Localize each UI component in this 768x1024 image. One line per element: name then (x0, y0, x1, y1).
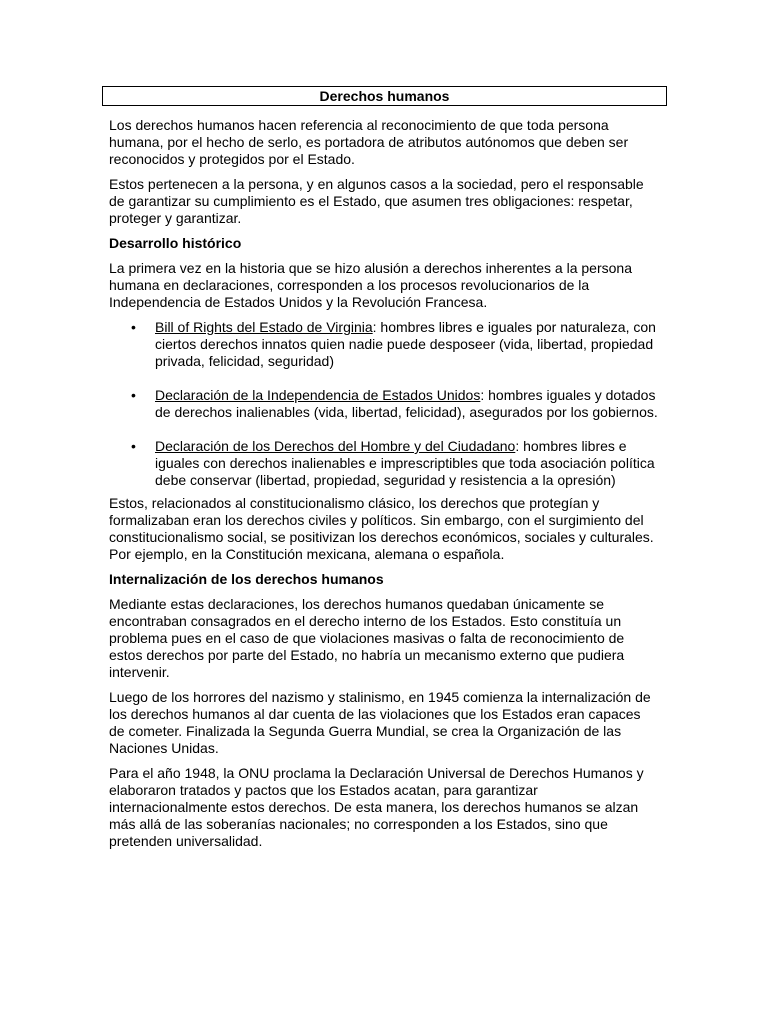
bullet-icon: • (131, 387, 136, 403)
document-body (102, 117, 667, 850)
intro-paragraph-1: Los derechos humanos hacen referencia al reconocimiento de que toda persona humana, por el hecho de serlo, es portadora de atributos autónomos que deben ser reconocidos y protegidos por el Estado. (109, 117, 629, 167)
section2-paragraph-2: Luego de los horrores del nazismo y stalinismo, en 1945 comienza la internalización de los derechos humanos al dar cuenta de las violaciones que los Estados eran capaces de cometer. Finalizada la Segunda Guerra Mundial, se crea la Organización de las Naciones Unidas. (109, 689, 651, 756)
declaration-text: : hombres libres e iguales por naturaleza, con ciertos derechos innatos quien nadie puede desposeer (vida, libertad, propiedad privada, felicidad, seguridad) (155, 319, 656, 369)
declaration-name: Bill of Rights del Estado de Virginia (155, 319, 373, 335)
section2-paragraph-3: Para el año 1948, la ONU proclama la Declaración Universal de Derechos Humanos y elaboraron tratados y pactos que los Estados acatan, para garantizar internacionalmente estos derechos. De esta manera, los derechos humanos se alzan más allá de las soberanías nacionales; no corresponden a los Estados, sino que pretenden universalidad. (109, 765, 644, 849)
declaration-text: : hombres iguales y dotados de derechos inalienables (vida, libertad, felicidad), asegurados por los gobiernos. (155, 387, 658, 420)
section2-paragraph-1: Mediante estas declaraciones, los derechos humanos quedaban únicamente se encontraban consagrados en el derecho interno de los Estados. Esto constituía un problema pues en el caso de que violaciones masivas o falta de reconocimiento de estos derechos por parte del Estado, no habría un mecanismo externo que pudiera intervenir. (109, 596, 625, 680)
list-item (109, 438, 659, 489)
section-heading-desarrollo: Desarrollo histórico (109, 235, 242, 251)
section1-paragraph: La primera vez en la historia que se hizo alusión a derechos inherentes a la persona humana en declaraciones, corresponden a los procesos revolucionarios de la Independencia de Estados Unidos y la Revolución Francesa. (109, 260, 632, 310)
section1-closing-paragraph: Estos, relacionados al constitucionalismo clásico, los derechos que protegían y formalizaban eran los derechos civiles y políticos. Sin embargo, con el surgimiento del constitucionalismo social, se positivizan los derechos económicos, sociales y culturales. Por ejemplo, en la Constitución mexicana, alemana o española. (109, 495, 654, 562)
intro-paragraph-2: Estos pertenecen a la persona, y en algunos casos a la sociedad, pero el responsable de garantizar su cumplimiento es el Estado, que asumen tres obligaciones: respetar, proteger y garantizar. (109, 176, 644, 226)
document-page (102, 86, 667, 858)
bullet-icon: • (131, 319, 136, 335)
bullet-icon: • (131, 438, 136, 454)
declaration-name: Declaración de los Derechos del Hombre y del Ciudadano (155, 438, 516, 454)
list-item (109, 387, 659, 421)
section-heading-internalizacion: Internalización de los derechos humanos (109, 571, 384, 587)
list-item (109, 319, 659, 370)
declaration-text: : hombres libres e iguales con derechos inalienables e imprescriptibles que toda asociación política debe conservar (libertad, propiedad, seguridad y resistencia a la opresión) (155, 438, 655, 488)
declarations-list (109, 319, 659, 489)
document-title: Derechos humanos (102, 86, 667, 106)
declaration-name: Declaración de la Independencia de Estados Unidos (155, 387, 481, 403)
